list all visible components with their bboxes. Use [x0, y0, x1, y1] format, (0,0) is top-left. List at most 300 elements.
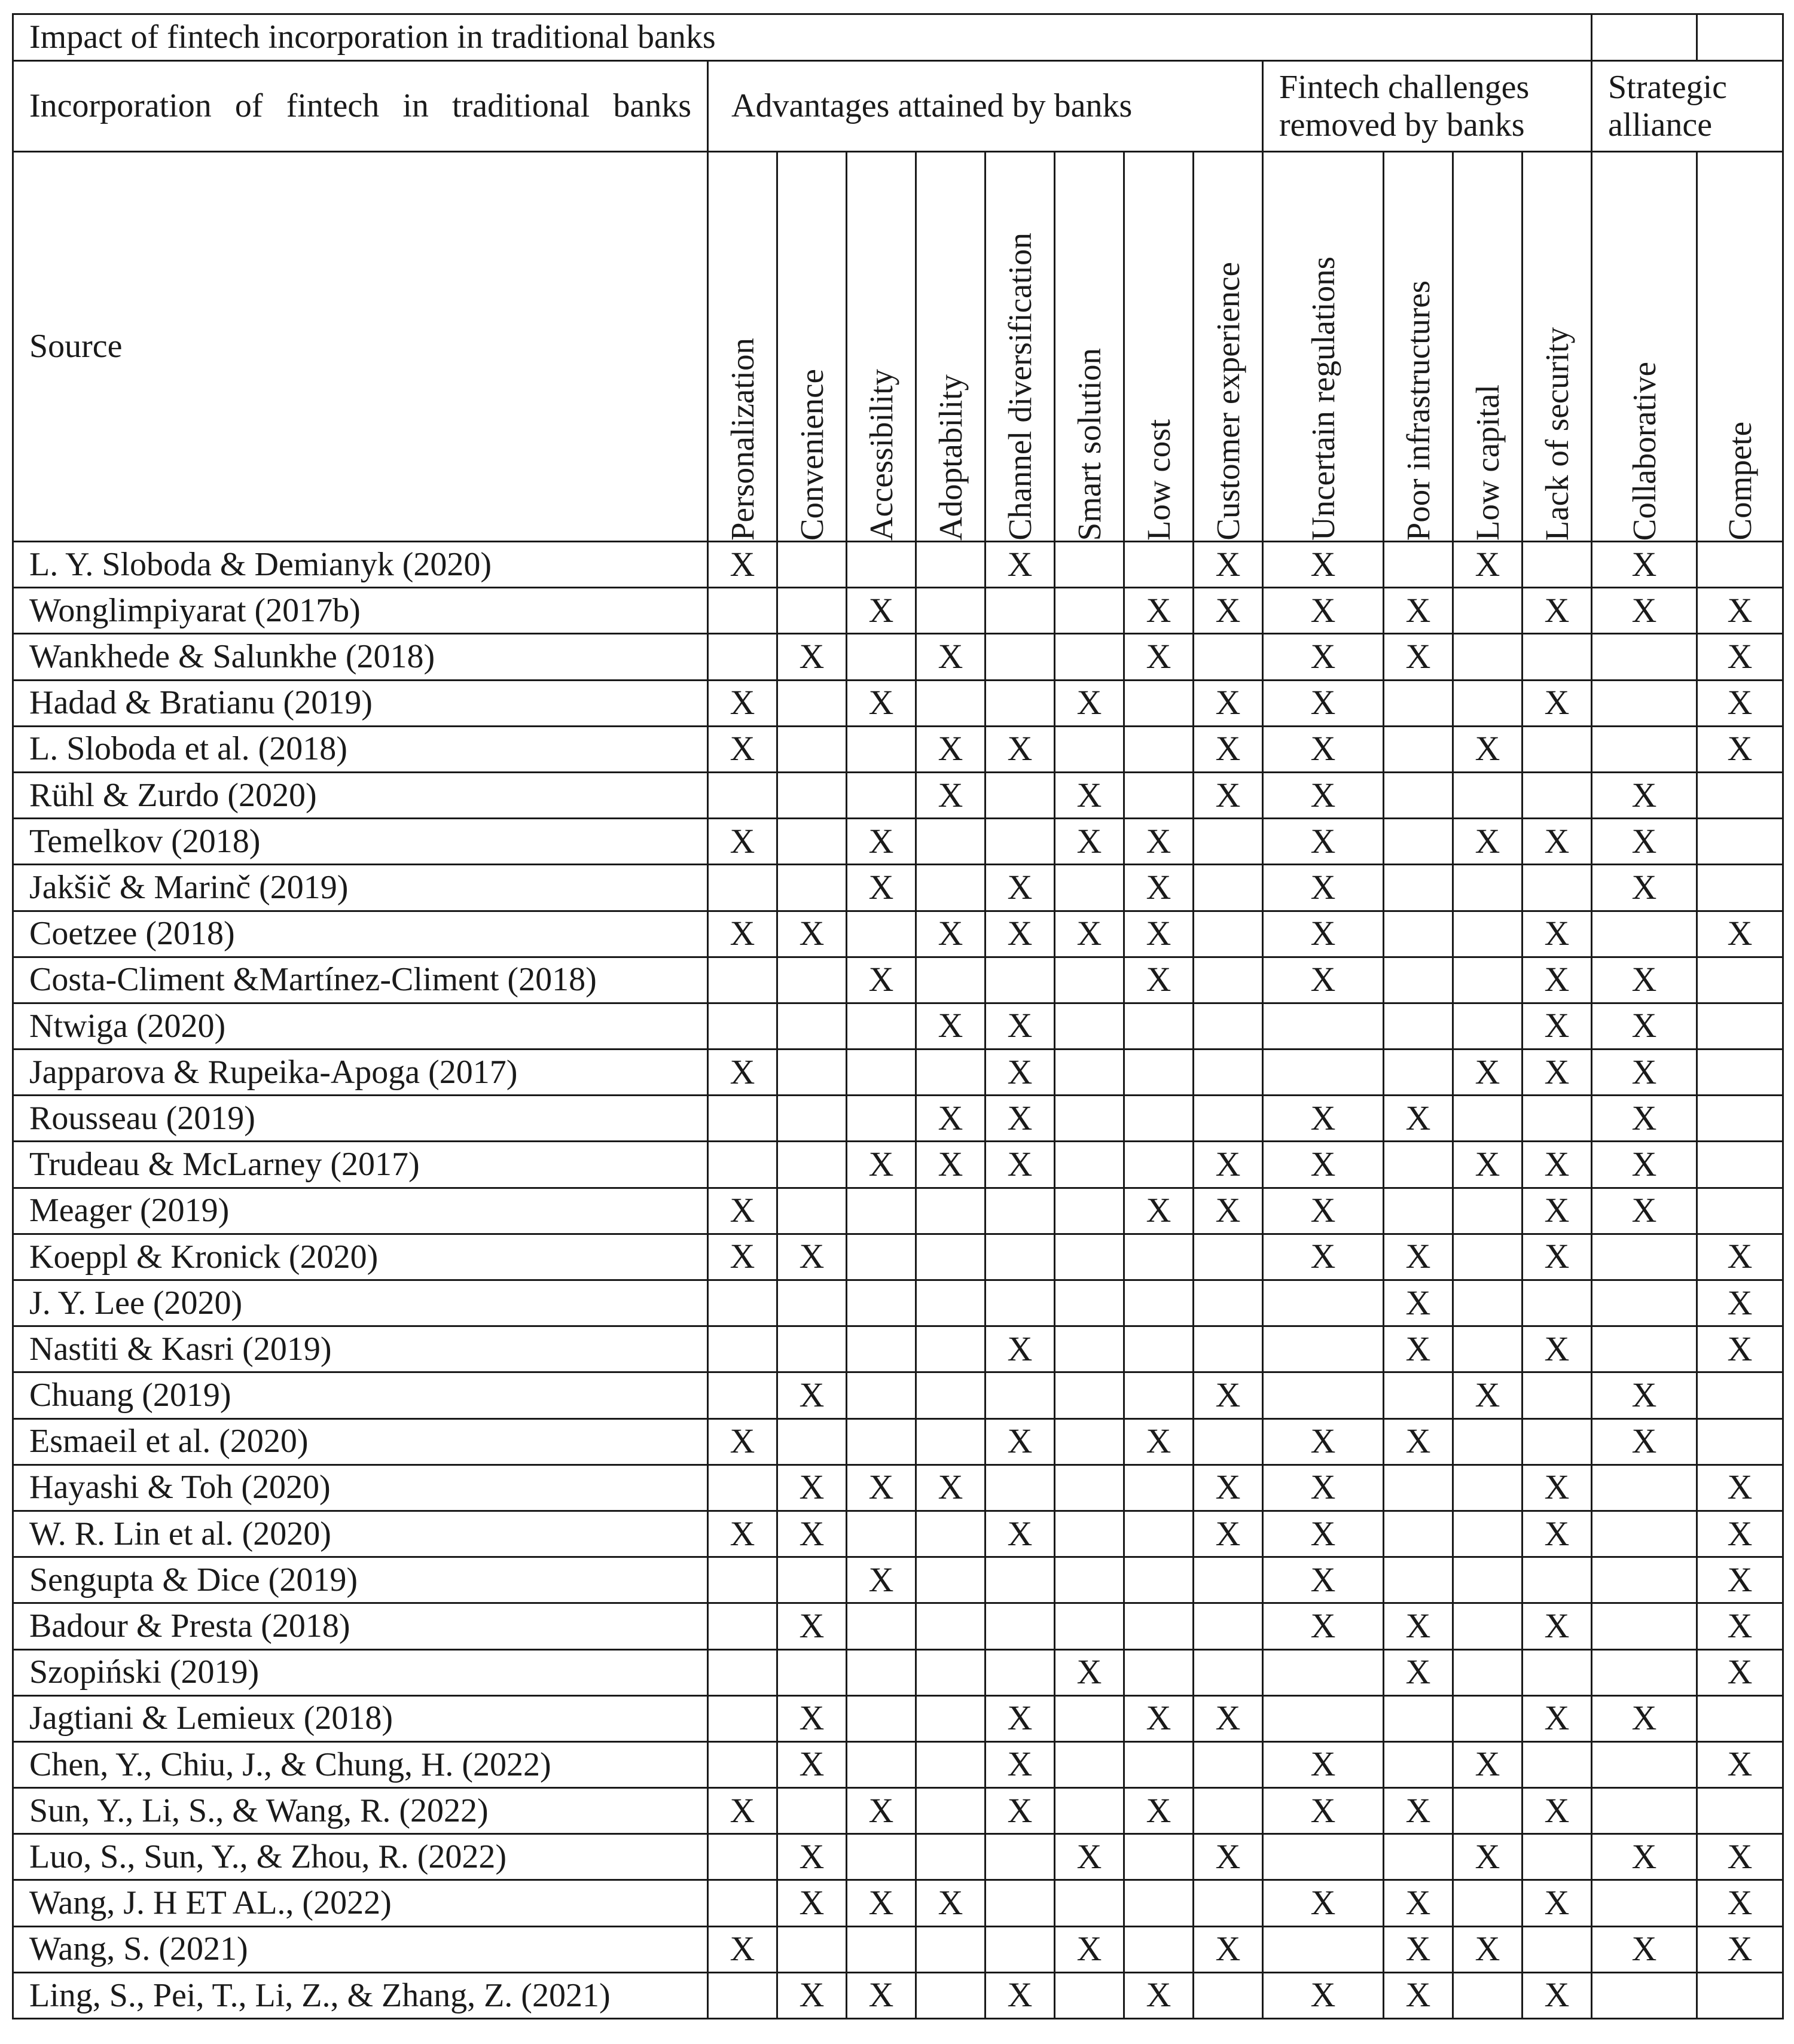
mark-cell — [1453, 772, 1523, 818]
mark-cell: X — [916, 1003, 986, 1049]
table-row — [13, 1834, 1783, 1880]
mark-cell: X — [1384, 1926, 1453, 1972]
mark-cell: X — [1453, 1926, 1523, 1972]
mark-cell — [916, 1603, 986, 1649]
mark-cell — [1055, 1142, 1124, 1188]
mark-cell: X — [847, 1465, 916, 1511]
mark-cell — [777, 726, 847, 772]
mark-cell: X — [1697, 1557, 1783, 1603]
mark-cell: X — [777, 1234, 847, 1280]
mark-cell — [1194, 634, 1263, 680]
mark-cell — [1592, 1880, 1697, 1926]
mark-cell: X — [1194, 772, 1263, 818]
mark-cell: X — [1523, 1188, 1592, 1234]
mark-cell: X — [986, 542, 1055, 588]
mark-cell — [777, 1050, 847, 1096]
mark-cell: X — [1263, 1096, 1384, 1142]
source-cell: Nastiti & Kasri (2019) — [13, 1326, 708, 1372]
mark-cell: X — [1384, 1096, 1453, 1142]
mark-cell — [708, 1557, 777, 1603]
mark-cell — [1453, 1557, 1523, 1603]
mark-cell: X — [777, 1511, 847, 1557]
mark-cell — [708, 1326, 777, 1372]
column-header — [1592, 152, 1697, 542]
mark-cell — [847, 1834, 916, 1880]
mark-cell — [1592, 1603, 1697, 1649]
mark-cell: X — [986, 911, 1055, 957]
mark-cell — [708, 1603, 777, 1649]
mark-cell: X — [1592, 957, 1697, 1003]
source-cell: Coetzee (2018) — [13, 911, 708, 957]
mark-cell — [847, 1926, 916, 1972]
mark-cell: X — [1194, 1372, 1263, 1418]
table-row — [13, 1326, 1783, 1372]
mark-cell: X — [1592, 865, 1697, 911]
mark-cell — [777, 1003, 847, 1049]
mark-cell: X — [708, 819, 777, 865]
mark-cell: X — [1523, 957, 1592, 1003]
source-cell: Jakšič & Marinč (2019) — [13, 865, 708, 911]
column-header — [847, 152, 916, 542]
mark-cell: X — [1055, 1834, 1124, 1880]
mark-cell — [1055, 1326, 1124, 1372]
mark-cell — [1263, 1050, 1384, 1096]
incorporation-header: Incorporation of fintech in traditional banks — [13, 61, 708, 152]
mark-cell — [1453, 634, 1523, 680]
mark-cell: X — [1697, 680, 1783, 726]
mark-cell: X — [1124, 1418, 1194, 1465]
mark-cell — [1194, 819, 1263, 865]
mark-cell — [1055, 1557, 1124, 1603]
mark-cell — [847, 1003, 916, 1049]
mark-cell — [1384, 819, 1453, 865]
mark-cell: X — [1194, 726, 1263, 772]
mark-cell — [986, 1603, 1055, 1649]
mark-cell — [1263, 1649, 1384, 1695]
mark-cell: X — [1263, 634, 1384, 680]
mark-cell — [847, 1280, 916, 1326]
mark-cell — [708, 1096, 777, 1142]
mark-cell — [1263, 1280, 1384, 1326]
mark-cell — [1453, 1280, 1523, 1326]
mark-cell: X — [847, 1788, 916, 1834]
mark-cell — [1055, 1695, 1124, 1741]
mark-cell — [777, 1557, 847, 1603]
column-header — [1124, 152, 1194, 542]
mark-cell — [1124, 1880, 1194, 1926]
mark-cell: X — [1194, 1142, 1263, 1188]
alliance-header: Strategic alliance — [1592, 61, 1783, 152]
mark-cell — [1384, 542, 1453, 588]
mark-cell — [847, 542, 916, 588]
mark-cell: X — [1194, 542, 1263, 588]
advantages-header: Advantages attained by banks — [708, 61, 1263, 152]
mark-cell — [1194, 1741, 1263, 1787]
mark-cell — [1384, 680, 1453, 726]
mark-cell — [777, 772, 847, 818]
mark-cell — [1055, 1880, 1124, 1926]
table-row — [13, 1557, 1783, 1603]
mark-cell: X — [847, 865, 916, 911]
mark-cell — [1697, 957, 1783, 1003]
mark-cell — [1263, 1695, 1384, 1741]
mark-cell — [1263, 1926, 1384, 1972]
column-header — [1055, 152, 1124, 542]
mark-cell: X — [1592, 542, 1697, 588]
mark-cell: X — [1592, 1926, 1697, 1972]
mark-cell: X — [1055, 819, 1124, 865]
mark-cell: X — [1697, 911, 1783, 957]
mark-cell: X — [847, 1557, 916, 1603]
mark-cell: X — [1523, 1603, 1592, 1649]
mark-cell: X — [916, 1142, 986, 1188]
table-row — [13, 542, 1783, 588]
mark-cell — [1453, 1695, 1523, 1741]
mark-cell: X — [708, 1926, 777, 1972]
mark-cell — [1697, 1096, 1783, 1142]
mark-cell — [1592, 726, 1697, 772]
mark-cell — [1453, 957, 1523, 1003]
column-header — [1263, 152, 1384, 542]
mark-cell: X — [1384, 1280, 1453, 1326]
mark-cell — [708, 1741, 777, 1787]
mark-cell — [708, 1372, 777, 1418]
mark-cell — [708, 1003, 777, 1049]
column-header — [1453, 152, 1523, 542]
mark-cell: X — [1697, 1926, 1783, 1972]
table-row — [13, 1926, 1783, 1972]
mark-cell — [1055, 1372, 1124, 1418]
mark-cell — [916, 1926, 986, 1972]
mark-cell: X — [1384, 1418, 1453, 1465]
mark-cell — [1697, 772, 1783, 818]
mark-cell — [1384, 1003, 1453, 1049]
mark-cell: X — [1523, 819, 1592, 865]
mark-cell — [1592, 634, 1697, 680]
source-cell: Jagtiani & Lemieux (2018) — [13, 1695, 708, 1741]
source-cell: Luo, S., Sun, Y., & Zhou, R. (2022) — [13, 1834, 708, 1880]
mark-cell — [1453, 1880, 1523, 1926]
mark-cell — [847, 1326, 916, 1372]
mark-cell: X — [1453, 1372, 1523, 1418]
mark-cell: X — [1523, 1465, 1592, 1511]
mark-cell — [1697, 1418, 1783, 1465]
source-cell: Meager (2019) — [13, 1188, 708, 1234]
table-row — [13, 1741, 1783, 1787]
mark-cell: X — [1523, 1234, 1592, 1280]
fintech-table — [12, 13, 1784, 2019]
mark-cell — [916, 1695, 986, 1741]
mark-cell: X — [986, 1326, 1055, 1372]
mark-cell — [1384, 1050, 1453, 1096]
mark-cell: X — [1194, 1511, 1263, 1557]
mark-cell — [1124, 1326, 1194, 1372]
mark-cell: X — [708, 1511, 777, 1557]
source-cell: Sun, Y., Li, S., & Wang, R. (2022) — [13, 1788, 708, 1834]
mark-cell — [1194, 1880, 1263, 1926]
mark-cell — [847, 726, 916, 772]
table-row — [13, 1788, 1783, 1834]
mark-cell: X — [1453, 726, 1523, 772]
mark-cell — [1124, 1603, 1194, 1649]
mark-cell — [1523, 1741, 1592, 1787]
mark-cell: X — [708, 542, 777, 588]
mark-cell: X — [1592, 1695, 1697, 1741]
mark-cell — [1523, 1649, 1592, 1695]
mark-cell — [847, 1096, 916, 1142]
mark-cell — [708, 1465, 777, 1511]
source-cell: Wang, S. (2021) — [13, 1926, 708, 1972]
table-row — [13, 1880, 1783, 1926]
mark-cell: X — [986, 1788, 1055, 1834]
table-row — [13, 1418, 1783, 1465]
mark-cell — [1124, 1234, 1194, 1280]
mark-cell — [1697, 819, 1783, 865]
mark-cell — [916, 1557, 986, 1603]
mark-cell — [1453, 865, 1523, 911]
mark-cell — [1453, 1234, 1523, 1280]
mark-cell: X — [1194, 1926, 1263, 1972]
mark-cell — [1124, 1096, 1194, 1142]
mark-cell — [1124, 726, 1194, 772]
mark-cell — [708, 1834, 777, 1880]
table-row — [13, 1280, 1783, 1326]
mark-cell: X — [1523, 1142, 1592, 1188]
mark-cell: X — [1263, 1788, 1384, 1834]
mark-cell — [916, 1511, 986, 1557]
mark-cell — [1055, 1096, 1124, 1142]
mark-cell: X — [1697, 634, 1783, 680]
mark-cell: X — [1124, 957, 1194, 1003]
source-cell: Chuang (2019) — [13, 1372, 708, 1418]
mark-cell — [847, 1741, 916, 1787]
mark-cell: X — [1592, 1372, 1697, 1418]
mark-cell: X — [1124, 588, 1194, 634]
source-cell: Ntwiga (2020) — [13, 1003, 708, 1049]
table-row — [13, 634, 1783, 680]
mark-cell: X — [1194, 1465, 1263, 1511]
mark-cell — [1453, 1418, 1523, 1465]
mark-cell — [1055, 1003, 1124, 1049]
mark-cell — [1055, 865, 1124, 911]
mark-cell: X — [777, 1880, 847, 1926]
mark-cell: X — [1384, 1972, 1453, 2018]
mark-cell — [1124, 1649, 1194, 1695]
table-row — [13, 957, 1783, 1003]
mark-cell — [1194, 865, 1263, 911]
mark-cell: X — [847, 1880, 916, 1926]
mark-cell: X — [1592, 1096, 1697, 1142]
mark-cell — [1523, 1557, 1592, 1603]
mark-cell — [916, 680, 986, 726]
mark-cell — [1453, 1465, 1523, 1511]
mark-cell: X — [1124, 634, 1194, 680]
mark-cell — [1592, 1511, 1697, 1557]
column-header-label: Poor infrastructures — [1400, 280, 1436, 541]
mark-cell: X — [1384, 1603, 1453, 1649]
table-row — [13, 865, 1783, 911]
mark-cell — [1453, 680, 1523, 726]
mark-cell — [1592, 1649, 1697, 1695]
mark-cell: X — [708, 680, 777, 726]
mark-cell — [1124, 1926, 1194, 1972]
mark-cell: X — [708, 1188, 777, 1234]
column-header-label: Lack of security — [1539, 327, 1575, 541]
column-header — [916, 152, 986, 542]
mark-cell — [1453, 1603, 1523, 1649]
mark-cell: X — [1523, 588, 1592, 634]
source-cell: Rühl & Zurdo (2020) — [13, 772, 708, 818]
mark-cell — [916, 1834, 986, 1880]
mark-cell: X — [847, 680, 916, 726]
mark-cell: X — [1523, 1050, 1592, 1096]
source-cell: J. Y. Lee (2020) — [13, 1280, 708, 1326]
mark-cell — [1124, 1003, 1194, 1049]
column-header-label: Compete — [1722, 422, 1758, 541]
title-empty-cell — [1592, 14, 1697, 61]
mark-cell: X — [1592, 819, 1697, 865]
mark-cell — [1194, 1557, 1263, 1603]
mark-cell: X — [1697, 1234, 1783, 1280]
mark-cell — [986, 1372, 1055, 1418]
mark-cell — [847, 634, 916, 680]
mark-cell — [1592, 1234, 1697, 1280]
mark-cell: X — [777, 1741, 847, 1787]
mark-cell: X — [1263, 911, 1384, 957]
mark-cell — [986, 1880, 1055, 1926]
mark-cell — [1523, 726, 1592, 772]
column-header — [1697, 152, 1783, 542]
mark-cell — [1384, 1372, 1453, 1418]
table-title: Impact of fintech incorporation in traditional banks — [13, 14, 1592, 61]
mark-cell: X — [1384, 1234, 1453, 1280]
source-cell: Hadad & Bratianu (2019) — [13, 680, 708, 726]
mark-cell — [1055, 634, 1124, 680]
mark-cell: X — [986, 1003, 1055, 1049]
mark-cell: X — [1592, 1834, 1697, 1880]
mark-cell — [777, 588, 847, 634]
source-cell: Hayashi & Toh (2020) — [13, 1465, 708, 1511]
mark-cell — [1592, 1557, 1697, 1603]
mark-cell: X — [1124, 1188, 1194, 1234]
mark-cell — [1453, 1972, 1523, 2018]
mark-cell: X — [986, 1142, 1055, 1188]
mark-cell — [1523, 865, 1592, 911]
mark-cell: X — [916, 634, 986, 680]
mark-cell — [1194, 1096, 1263, 1142]
source-cell: Japparova & Rupeika-Apoga (2017) — [13, 1050, 708, 1096]
mark-cell — [777, 1142, 847, 1188]
mark-cell — [1194, 1280, 1263, 1326]
column-header-label: Uncertain regulations — [1305, 257, 1341, 541]
mark-cell — [777, 957, 847, 1003]
mark-cell: X — [777, 634, 847, 680]
mark-cell: X — [1124, 819, 1194, 865]
mark-cell — [1055, 1603, 1124, 1649]
mark-cell — [1384, 1511, 1453, 1557]
table-row — [13, 1649, 1783, 1695]
mark-cell — [1592, 1788, 1697, 1834]
column-header-label: Adoptability — [932, 374, 969, 541]
mark-cell — [1592, 1972, 1697, 2018]
mark-cell: X — [1697, 1741, 1783, 1787]
mark-cell: X — [1523, 1695, 1592, 1741]
mark-cell — [1124, 1372, 1194, 1418]
mark-cell — [1384, 772, 1453, 818]
mark-cell: X — [1453, 819, 1523, 865]
table-row — [13, 1465, 1783, 1511]
mark-cell — [1124, 1280, 1194, 1326]
mark-cell: X — [1263, 542, 1384, 588]
mark-cell — [777, 1418, 847, 1465]
mark-cell — [916, 819, 986, 865]
mark-cell — [1055, 1050, 1124, 1096]
mark-cell — [986, 819, 1055, 865]
mark-cell: X — [708, 1418, 777, 1465]
mark-cell: X — [916, 726, 986, 772]
column-header-label: Personalization — [724, 337, 761, 541]
mark-cell: X — [1592, 1418, 1697, 1465]
mark-cell: X — [1263, 1142, 1384, 1188]
mark-cell: X — [1453, 542, 1523, 588]
mark-cell — [847, 1695, 916, 1741]
mark-cell: X — [1194, 680, 1263, 726]
mark-cell — [986, 680, 1055, 726]
mark-cell: X — [1697, 1880, 1783, 1926]
mark-cell: X — [777, 1372, 847, 1418]
table-row — [13, 1142, 1783, 1188]
mark-cell: X — [847, 588, 916, 634]
mark-cell: X — [1592, 772, 1697, 818]
mark-cell: X — [777, 1465, 847, 1511]
table-row — [13, 1234, 1783, 1280]
source-cell: Wankhede & Salunkhe (2018) — [13, 634, 708, 680]
mark-cell — [986, 1649, 1055, 1695]
table-row — [13, 1003, 1783, 1049]
mark-cell: X — [1592, 1188, 1697, 1234]
column-header-label: Customer experience — [1210, 262, 1246, 541]
mark-cell — [1697, 1788, 1783, 1834]
table-row — [13, 1050, 1783, 1096]
mark-cell — [1592, 911, 1697, 957]
column-header — [1523, 152, 1592, 542]
mark-cell — [986, 1557, 1055, 1603]
column-header-label: Channel diversification — [1002, 233, 1038, 541]
mark-cell: X — [1697, 726, 1783, 772]
mark-cell — [1523, 542, 1592, 588]
mark-cell: X — [1055, 772, 1124, 818]
mark-cell — [1384, 911, 1453, 957]
mark-cell — [916, 865, 986, 911]
mark-cell: X — [1263, 1465, 1384, 1511]
table-row — [13, 680, 1783, 726]
mark-cell — [916, 1188, 986, 1234]
mark-cell — [1384, 1188, 1453, 1234]
mark-cell: X — [847, 1972, 916, 2018]
mark-cell — [1384, 1695, 1453, 1741]
mark-cell — [708, 1142, 777, 1188]
table-row — [13, 772, 1783, 818]
mark-cell — [1697, 542, 1783, 588]
mark-cell — [1523, 1372, 1592, 1418]
column-header-label: Accessibility — [863, 368, 899, 541]
mark-cell — [708, 1695, 777, 1741]
column-header — [986, 152, 1055, 542]
table-row — [13, 588, 1783, 634]
mark-cell: X — [1697, 1511, 1783, 1557]
mark-cell — [708, 1280, 777, 1326]
mark-cell — [847, 1050, 916, 1096]
